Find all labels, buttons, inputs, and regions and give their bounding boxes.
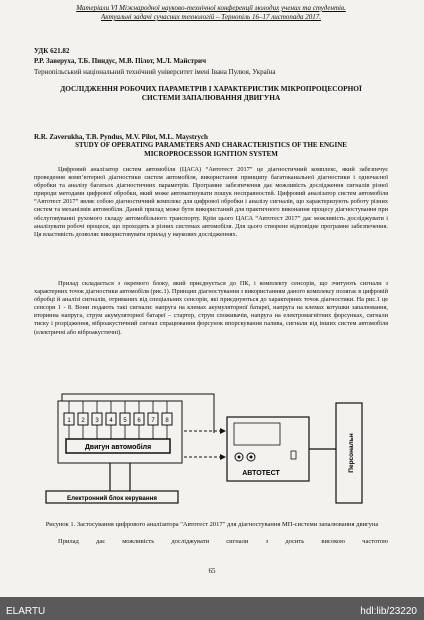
figure-caption: Рисунок 1. Застосування цифрового аналізатора "Автотест 2017" для діагностування МП-системи запалювання двигуна	[45, 521, 379, 528]
sensor-label: 5	[123, 418, 127, 424]
autotest-label: АВТОТЕСТ	[242, 470, 280, 477]
footer-repository-name: ELARTU	[6, 606, 46, 617]
sensor-label: 8	[165, 418, 169, 424]
affiliation: Тернопільський національний технічний університет імені Івана Пулюя, Україна	[34, 68, 276, 76]
running-header-line1: Матеріали VI Міжнародної науково-технічної конференції молодих учених та студентів.	[76, 4, 346, 12]
sensor-group	[64, 401, 172, 439]
sensor-label: 4	[109, 418, 113, 424]
authors-ua: Р.Р. Заверуха, Т.Б. Пиндус, М.В. Пілот, М.Л. Майстрич	[34, 57, 207, 65]
sensor-label: 2	[81, 418, 85, 424]
autotest-knob	[250, 456, 253, 459]
arrow-head	[220, 428, 226, 434]
running-header-line2: Актуальні задачі сучасних технологій – Тернопіль 16–17 листопада 2017.	[101, 13, 321, 21]
paragraph-2: Прилад складається з окремого блоку, який приєднується до ПК, і комплекту сенсорів, що зчитують сигнали з характерних точок діагностики автомобіля (рис.1). Принцип діагностування з використанням даного комплексу полягає в цифровій обробці й аналізі сигналів, отриманих від спеціальних сенсорів, які приєднуються до характерних точок діагностики. На рис.1 це сенсори 1 - 8. Вони подають такі сигнали: напруга на клемах акумуляторної батареї, напруга на клемах котушки запалювання, вторинна напруга, струм акумуляторної батареї – стартер, струм споживачів, напруга на електромагнітних форсунках, сигнали тиску і розрідження, віброакустичний сигнал спрацювання форсунок впорскування палива, сигнали від інших систем автомобіля (електричні або віброакустичні).	[34, 280, 388, 336]
sensor-label: 7	[151, 418, 155, 424]
title-en: STUDY OF OPERATING PARAMETERS AND CHARACTERISTICS OF THE ENGINE MICROPROCESSOR IGNITION SYSTEM	[75, 141, 347, 158]
sensor-label: 3	[95, 418, 99, 424]
engine-label: Двигун автомобіля	[84, 444, 152, 451]
authors-en: R.R. Zaverukha, T.B. Pyndus, M.V. Pilot, M.L. Maystrych	[34, 133, 208, 141]
arrow-head	[220, 454, 226, 460]
paragraph-1: Цифровий аналізатор систем автомобіля (ЦАСА) “Автотест 2017” це діагностичний комплекс, який забезпечує проведення комп’ютерної діагностики систем автомобіля, використання принципу багатоканальної діагностики і одночасної обробки та аналізу багатьох діагностичних параметрів. Програмне забезпечення дає можливість дослідження сигналів різної природи методами цифрової обробки, який може автоматизувати пошук несправностей. Цифровий аналізатор систем автомобіля “Автотест 2017” являє собою діагностичний комплекс для цифрової обробки і аналізу сигналів, що характеризують роботу різних систем та механізмів автомобіля. Даний прилад може бути використаний для практичного виконання процесу діагностування при обслуговуванні рухомого складу автомобільного транспорту. Крім цього ЦАСА “Автотест 2017” дає можливість досліджувати і аналізувати робочі процеси, що проходять в різних системах автомобіля. Для цього створене відповідне програмне забезпечення. Ця властивість дозволяє використовувати прилад у наукових дослідженнях.	[34, 166, 388, 238]
paragraph-3: Прилад дає можливість досліджувати сигнали з досить високою частотою	[58, 538, 388, 545]
pc-label: Персональн	[348, 433, 355, 473]
udk-code: УДК 621.82	[34, 47, 70, 55]
ecu-label: Електронний блок керування	[67, 495, 157, 502]
footer-handle: hdl:lib/23220	[360, 606, 417, 617]
figure-diagram	[44, 391, 366, 508]
autotest-knob	[238, 456, 241, 459]
sensor-label: 1	[67, 418, 71, 424]
page-number: 65	[208, 567, 216, 575]
sensor-label: 6	[137, 418, 141, 424]
title-ua: ДОСЛІДЖЕННЯ РОБОЧИХ ПАРАМЕТРІВ І ХАРАКТЕРИСТИК МІКРОПРОЦЕСОРНОЇ СИСТЕМИ ЗАПАЛЮВАННЯ ДВИГУНА	[60, 84, 362, 102]
